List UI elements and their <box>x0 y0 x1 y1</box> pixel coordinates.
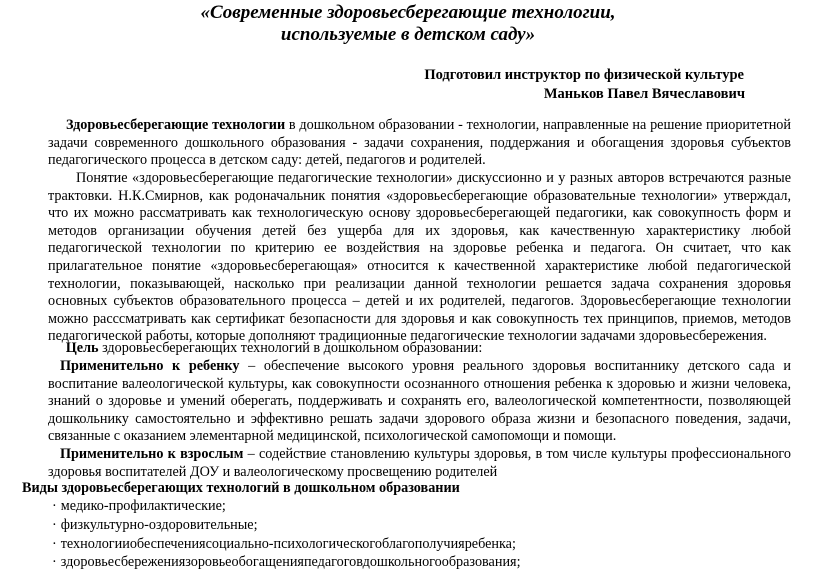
bullet-icon: · <box>52 516 57 533</box>
paragraph-concept <box>48 170 791 346</box>
paragraph-child-term: Применительно к ребенку <box>60 358 240 374</box>
document-title-line-2: используемые в детском саду» <box>280 24 536 45</box>
list-item <box>52 553 521 572</box>
paragraph-definition-text: в дошкольном образовании - технологии, направленные на решение приоритетной задачи современного дошкольного образования - задачи сохранения, поддержания и обогащения здоровья субъектов педагогического процесса в детском саду: детей, педагогов и родителей. <box>48 117 791 169</box>
list-item <box>52 535 521 554</box>
author-name: Маньков Павел Вячеславович <box>543 86 745 102</box>
paragraph-goal <box>48 340 791 358</box>
paragraph-concept-text: Понятие «здоровьесберегающие педагогические технологии» дискуссионно и у разных авторов встречаются разные трактовки. Н.К.Смирнов, как родоначальник понятия «здоровьесберегающие образовательные технологии» утверждал, что их можно рассматривать как технологическую основу здоровьесберегающей педагогики, как совокупность форм и методов организации обучения детей без ущерба для их здоровья, как качественную характеристику любой педагогической технологии по критерию ее воздействия на здоровье ребенка и педагога. Он считает, что как прилагательное понятие «здоровьесберегающая» относится к качественной характеристике любой педагогической технологии, показывающей, насколько при реализации данной технологии решается задача сохранения здоровья основных субъектов образовательного процесса – детей и их родителей, педагогов. Здоровьесберегающие технологии можно расссматривать как сертификат безопасности для здоровья и как совокупность тех принципов, приемов, методов педагогической работы, которые дополняют традиционные педагогические технологии задачами здоровьесбережения. <box>48 170 791 345</box>
paragraph-definition <box>48 117 791 170</box>
types-list <box>52 497 521 572</box>
paragraph-adults <box>48 446 791 481</box>
document-title-line-1: «Современные здоровьесберегающие технологии, <box>200 2 616 23</box>
types-heading-text: Виды здоровьесберегающих технологий в дошкольном образовании <box>22 480 460 496</box>
bullet-icon: · <box>52 554 57 571</box>
paragraph-adults-text: – содействие становлению культуры здоровья, в том числе культуры профессионального здоровья воспитателей ДОУ и валеологическому просвещению родителей <box>48 446 791 480</box>
paragraph-definition-term: Здоровьесберегающие технологии <box>66 117 286 133</box>
paragraph-adults-term: Применительно к взрослым <box>60 446 244 462</box>
author-position: Подготовил инструктор по физической культуре <box>424 67 744 83</box>
list-item-text: технологииобеспечениясоциально-психологическогоблагополучияребенка; <box>60 535 516 552</box>
types-heading <box>22 480 791 498</box>
list-item-text: медико-профилактические; <box>60 498 226 514</box>
paragraph-goal-text: здоровьесберегающих технологий в дошкольном образовании: <box>98 340 483 356</box>
bullet-icon: · <box>52 498 57 514</box>
paragraph-child-text: – обеспечение высокого уровня реального здоровья воспитаннику детского сада и воспитание валеологической культуры, как совокупности осознанного отношения ребенка к здоровью и жизни человека, знаний о здоровье и умений оберегать, поддерживать и сохранять его, валеологической компетентности, позволяющей дошкольнику самостоятельно и эффективно решать задачи здорового образа жизни и безопасного поведения, задачи, связанные с оказанием элементарной медицинской, психологической самопомощи и помощи. <box>48 358 792 445</box>
paragraph-child <box>48 358 791 446</box>
list-item-text: здоровьесбережениязоровьеобогащенияпедагоговдошкольногообразования; <box>60 554 521 571</box>
list-item <box>52 497 521 516</box>
paragraph-goal-term: Цель <box>65 340 99 356</box>
bullet-icon: · <box>52 535 57 552</box>
list-item <box>52 516 521 535</box>
list-item-text: физкультурно-оздоровительные; <box>60 516 258 533</box>
